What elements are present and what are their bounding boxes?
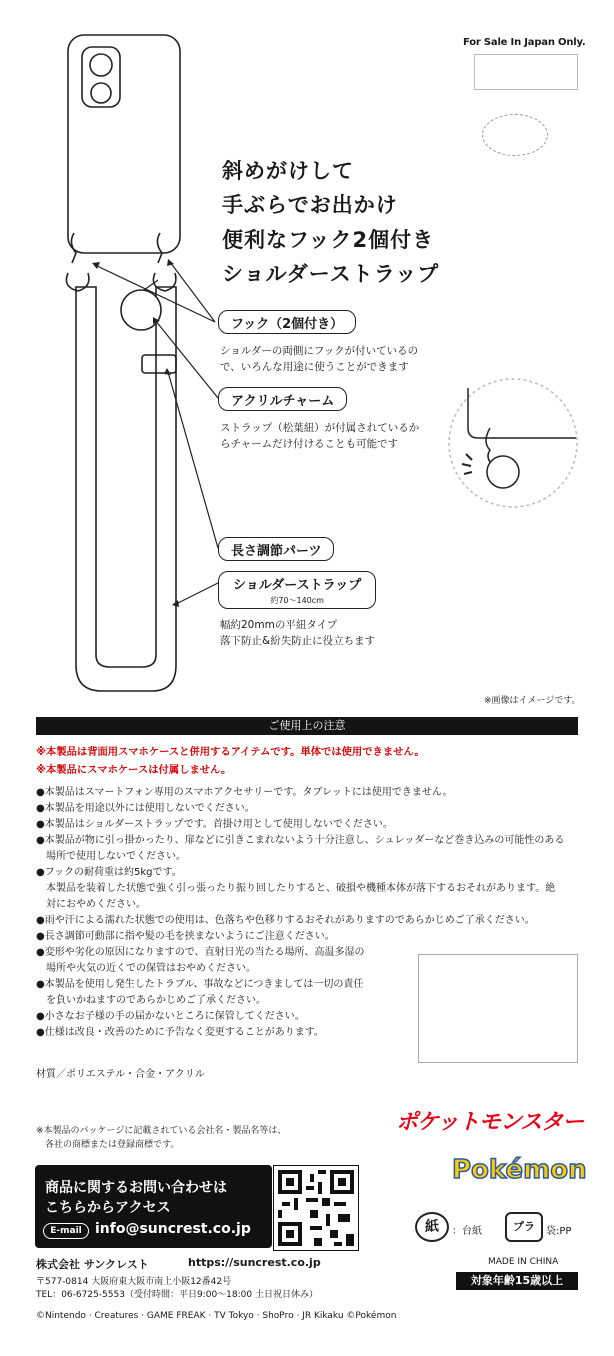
- charm-detail-illustration: [446, 376, 580, 510]
- caution-red-2: ※本製品にスマホケースは付属しません。: [36, 764, 232, 776]
- caution-item: 場所や火気の近くでの保管はおやめください。: [36, 963, 256, 974]
- material: 材質／ポリエステル・合金・アクリル: [36, 1069, 205, 1080]
- contact-email[interactable]: info@suncrest.co.jp: [95, 1221, 251, 1237]
- barcode-sticker-area: [418, 954, 578, 1063]
- caution-item: ●本製品を用途以外には使用しないでください。: [36, 803, 255, 814]
- copyright: ©Nintendo · Creatures · GAME FREAK · TV Tokyo · ShoPro · JR Kikaku ©Pokémon: [36, 1311, 397, 1321]
- company-tel: TEL：06-6725-5553（受付時間：平日9:00～18:00 土日祝日休み）: [36, 1290, 318, 1300]
- email-label: E-mail: [43, 1223, 89, 1239]
- plastic-recycle-icon: プラ: [505, 1212, 543, 1242]
- headline-line-2: 手ぶらでお出かけ: [222, 193, 398, 217]
- trademark-note-2: 各社の商標または登録商標です。: [36, 1140, 180, 1150]
- paper-recycle-icon: 紙: [415, 1212, 449, 1242]
- strap-desc-2: 落下防止&紛失防止に役立ちます: [220, 635, 376, 647]
- contact-box: [35, 1165, 272, 1248]
- caution-item: ●変形や劣化の原因になりますので、直射日光の当たる場所、高温多湿の: [36, 947, 365, 958]
- strap-desc-1: 幅約20mmの平紐タイプ: [220, 619, 338, 631]
- caution-item: を負いかねますのであらかじめご了承ください。: [36, 995, 266, 1006]
- strap-length: 約70～140cm: [270, 596, 324, 605]
- caution-item: ●小さなお子様の手の届かないところに保管してください。: [36, 1011, 305, 1022]
- caution-item: ●仕様は改良・改善のために予告なく変更することがあります。: [36, 1027, 324, 1038]
- headline-line-4: ショルダーストラップ: [222, 262, 440, 286]
- charm-desc-1: ストラップ（松葉紐）が付属されているか: [220, 422, 420, 434]
- company-url[interactable]: https://suncrest.co.jp: [188, 1256, 321, 1269]
- hook-desc-1: ショルダーの両側にフックが付いているの: [220, 345, 419, 357]
- caution-item: 場所で使用しないでください。: [36, 851, 186, 862]
- age-badge: 対象年齢15歳以上: [456, 1272, 578, 1290]
- trademark-note-1: ※本製品のパッケージに記載されている会社名・製品名等は、: [36, 1126, 287, 1136]
- pocket-monster-logo: ポケットモンスター: [396, 1110, 584, 1135]
- callout-charm: アクリルチャーム: [218, 387, 347, 411]
- hook-desc-2: で、いろんな用途に使うことができます: [220, 361, 409, 373]
- sale-notice: For Sale In Japan Only.: [463, 37, 586, 48]
- caution-item: ●フックの耐荷重は約5kgです。: [36, 867, 182, 878]
- caution-item: ●本製品を使用し発生したトラブル、事故などにつきましては一切の責任: [36, 979, 364, 990]
- strap-title: ショルダーストラップ: [233, 578, 362, 593]
- callout-hook: フック（2個付き）: [218, 310, 356, 334]
- caution-red-1: ※本製品は背面用スマホケースと併用するアイテムです。単体では使用できません。: [36, 746, 425, 758]
- plastic-label: 袋:PP: [546, 1226, 572, 1237]
- paper-label: ：台紙: [452, 1226, 482, 1237]
- caution-item: ●雨や汗による濡れた状態での使用は、色落ちや色移りするおそれがありますのであらかじめご了承ください。: [36, 915, 535, 926]
- headline-line-3: 便利なフック2個付き: [222, 228, 435, 252]
- caution-item: 対におやめください。: [36, 899, 146, 910]
- headline-line-1: 斜めがけして: [222, 159, 354, 183]
- contact-line-1: 商品に関するお問い合わせは: [45, 1180, 227, 1196]
- caution-item: ●長さ調節可動部に指や髪の毛を挟まないようにご注意ください。: [36, 931, 335, 942]
- caution-header: ご使用上の注意: [36, 717, 578, 735]
- company-address: 〒577-0814 大阪府東大阪市南上小阪12番42号: [36, 1277, 232, 1287]
- qr-code[interactable]: [273, 1165, 359, 1251]
- caution-item: ●本製品はスマートフォン専用のスマホアクセサリーです。タブレットには使用できません。: [36, 787, 453, 798]
- charm-desc-2: らチャームだけ付けることも可能です: [220, 438, 399, 450]
- callout-adjuster: 長さ調節パーツ: [218, 537, 334, 561]
- company-name: 株式会社 サンクレスト: [36, 1258, 149, 1271]
- caution-item: 本製品を装着した状態で強く引っ張ったり振り回したりすると、破損や機種本体が落下するおそれがあります。絶: [36, 883, 556, 894]
- made-in: MADE IN CHINA: [488, 1257, 559, 1267]
- pokemon-logo: Pokémon: [452, 1155, 587, 1185]
- contact-line-2: こちらからアクセス: [45, 1200, 171, 1216]
- callout-strap: [218, 571, 376, 609]
- image-note: ※画像はイメージです。: [484, 696, 581, 706]
- caution-item: ●本製品が物に引っ掛かったり、扉などに引きこまれないよう十分注意し、シュレッダーなど巻き込みの可能性のある: [36, 835, 565, 846]
- caution-item: ●本製品はショルダーストラップです。首掛け用として使用しないでください。: [36, 819, 393, 830]
